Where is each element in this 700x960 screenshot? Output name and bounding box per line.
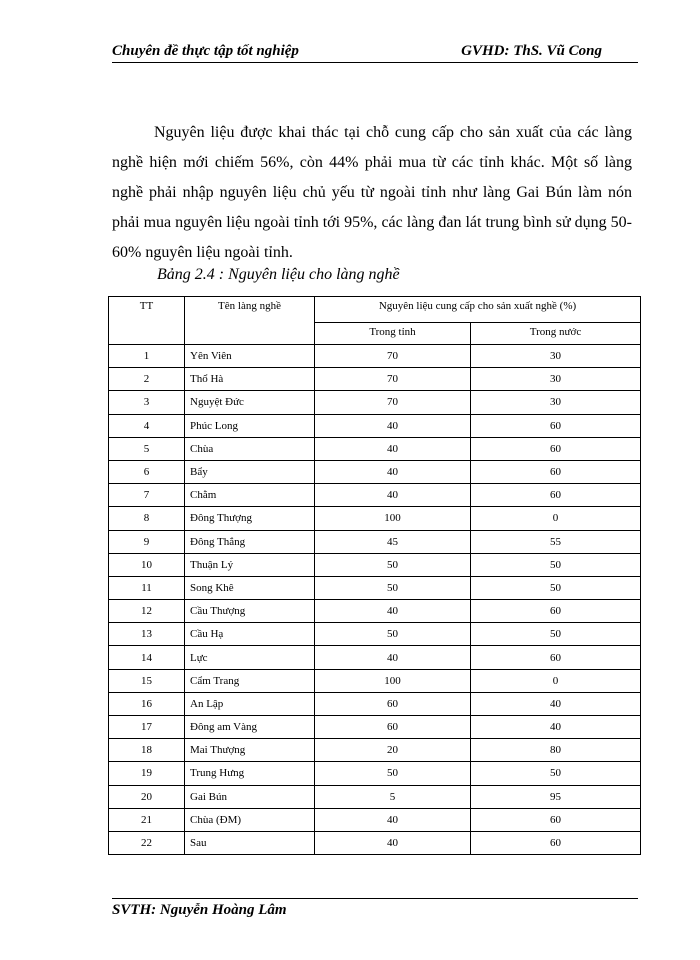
cell-in-province: 100 [315,669,471,692]
table-row [109,460,641,483]
table-row [109,484,641,507]
table-row [109,739,641,762]
cell-tt: 20 [109,785,185,808]
cell-village-name: Nguyệt Đức [185,391,315,414]
cell-in-province: 60 [315,716,471,739]
cell-village-name: Cẩm Trang [185,669,315,692]
cell-village-name: Bẩy [185,460,315,483]
cell-village-name: Đông Thượng [185,507,315,530]
cell-in-province: 70 [315,368,471,391]
cell-in-province: 40 [315,414,471,437]
body-paragraph: Nguyên liệu được khai thác tại chỗ cung cấp cho sản xuất của các làng nghề hiện mới chiếm 56%, còn 44% phải mua từ các tỉnh khác. Một số làng nghề phải nhập nguyên liệu chủ yếu từ ngoài tỉnh như làng Gai Bún làm nón phải mua nguyên liệu ngoài tỉnh tới 95%, các làng đan lát trung bình sử dụng 50-60% nguyên liệu ngoài tỉnh. [112,124,632,261]
cell-in-province: 50 [315,576,471,599]
cell-in-province: 40 [315,460,471,483]
table-row [109,391,641,414]
cell-village-name: Thuận Lý [185,553,315,576]
cell-in-province: 5 [315,785,471,808]
table-caption: Bảng 2.4 : Nguyên liệu cho làng nghề [157,266,400,283]
cell-in-province: 40 [315,600,471,623]
cell-in-province: 70 [315,391,471,414]
table-row [109,762,641,785]
cell-village-name: Yên Viên [185,345,315,368]
table-row [109,831,641,854]
header-tt: TT [109,297,185,345]
cell-village-name: Song Khê [185,576,315,599]
table-row [109,507,641,530]
cell-domestic: 60 [471,808,641,831]
table-row [109,646,641,669]
header-village-name: Tên làng nghề [185,297,315,345]
header-document-title: Chuyên đề thực tập tốt nghiệp [112,43,299,59]
cell-in-province: 40 [315,646,471,669]
cell-domestic: 60 [471,437,641,460]
cell-domestic: 60 [471,414,641,437]
table-row [109,716,641,739]
cell-in-province: 40 [315,437,471,460]
cell-tt: 9 [109,530,185,553]
cell-domestic: 60 [471,460,641,483]
cell-domestic: 0 [471,669,641,692]
cell-in-province: 60 [315,692,471,715]
cell-in-province: 40 [315,484,471,507]
cell-domestic: 80 [471,739,641,762]
cell-domestic: 60 [471,646,641,669]
cell-tt: 1 [109,345,185,368]
cell-tt: 5 [109,437,185,460]
table-body [109,345,641,855]
cell-tt: 13 [109,623,185,646]
cell-tt: 14 [109,646,185,669]
cell-tt: 7 [109,484,185,507]
cell-in-province: 100 [315,507,471,530]
cell-tt: 16 [109,692,185,715]
cell-tt: 19 [109,762,185,785]
cell-village-name: Trung Hưng [185,762,315,785]
cell-tt: 15 [109,669,185,692]
table-row [109,345,641,368]
cell-in-province: 45 [315,530,471,553]
page-header [112,42,638,63]
cell-in-province: 50 [315,762,471,785]
table-row [109,692,641,715]
cell-in-province: 40 [315,808,471,831]
page-footer: SVTH: Nguyễn Hoàng Lâm [112,898,638,919]
cell-domestic: 60 [471,600,641,623]
cell-domestic: 50 [471,623,641,646]
cell-village-name: Phúc Long [185,414,315,437]
cell-tt: 3 [109,391,185,414]
cell-village-name: Chùa (ĐM) [185,808,315,831]
cell-village-name: Gai Bún [185,785,315,808]
cell-domestic: 60 [471,484,641,507]
cell-in-province: 50 [315,623,471,646]
cell-village-name: Đông Thắng [185,530,315,553]
cell-village-name: Cầu Thượng [185,600,315,623]
cell-tt: 8 [109,507,185,530]
cell-village-name: Chùa [185,437,315,460]
cell-domestic: 30 [471,368,641,391]
cell-domestic: 30 [471,391,641,414]
table-row [109,576,641,599]
cell-tt: 10 [109,553,185,576]
cell-tt: 11 [109,576,185,599]
cell-tt: 17 [109,716,185,739]
table-row [109,530,641,553]
cell-domestic: 40 [471,692,641,715]
table-row [109,553,641,576]
cell-tt: 22 [109,831,185,854]
cell-village-name: Sau [185,831,315,854]
cell-tt: 6 [109,460,185,483]
cell-village-name: Chằm [185,484,315,507]
cell-village-name: Mai Thượng [185,739,315,762]
table-row [109,669,641,692]
cell-domestic: 40 [471,716,641,739]
header-domestic: Trong nước [471,323,641,345]
cell-village-name: An Lập [185,692,315,715]
cell-in-province: 50 [315,553,471,576]
table-row [109,623,641,646]
cell-domestic: 0 [471,507,641,530]
table-row [109,808,641,831]
table-row [109,437,641,460]
cell-domestic: 60 [471,831,641,854]
cell-domestic: 50 [471,762,641,785]
cell-village-name: Lực [185,646,315,669]
table-row [109,785,641,808]
cell-tt: 18 [109,739,185,762]
table-row [109,368,641,391]
cell-tt: 21 [109,808,185,831]
cell-domestic: 55 [471,530,641,553]
cell-in-province: 20 [315,739,471,762]
cell-village-name: Đông am Vàng [185,716,315,739]
header-in-province: Trong tỉnh [315,323,471,345]
cell-in-province: 40 [315,831,471,854]
materials-table [108,296,641,855]
header-material-source: Nguyên liệu cung cấp cho sản xuất nghề (%) [315,297,641,323]
cell-domestic: 95 [471,785,641,808]
cell-domestic: 50 [471,553,641,576]
cell-tt: 2 [109,368,185,391]
cell-village-name: Thổ Hà [185,368,315,391]
table-row [109,600,641,623]
cell-tt: 4 [109,414,185,437]
cell-in-province: 70 [315,345,471,368]
cell-village-name: Cầu Hạ [185,623,315,646]
cell-domestic: 50 [471,576,641,599]
header-supervisor: GVHD: ThS. Vũ Cong [461,43,602,59]
table-row [109,414,641,437]
cell-tt: 12 [109,600,185,623]
cell-domestic: 30 [471,345,641,368]
